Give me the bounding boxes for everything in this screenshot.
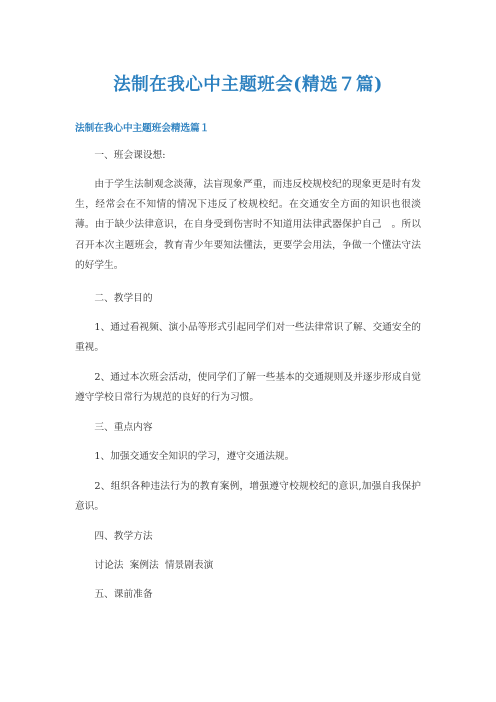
paragraph-text: 1、加强交通安全知识的学习，遵守交通法规。 (94, 451, 295, 462)
paragraph-text: 1、通过看视频、演小品等形式引起同学们对一些法律常识了解、交通安全的重视。 (75, 322, 421, 354)
document-title: 法制在我心中主题班会(精选７篇) (113, 75, 383, 95)
heading-teaching-goals (75, 289, 421, 309)
paragraph-heading: 三、重点内容 (94, 422, 153, 433)
paragraph-background (75, 175, 421, 276)
heading-teaching-methods (75, 527, 421, 547)
paragraph-heading: 一、班会课设想: (94, 150, 166, 161)
paragraph-text: 由于学生法制观念淡薄，法盲现象严重，而违反校规校纪的现象更是时有发生，经常会在不知情的情况下违反了校规校纪。在交通安全方面的知识也很淡薄。由于缺少法律意识，在自身受到伤害时不知道用法律武器保护自己 。所以召开本次主题班会，教育青少年要知法懂法，更要学会用法，争做一个懂法守法的好学生。 (75, 179, 421, 271)
paragraph-goal-2 (75, 368, 421, 408)
paragraph-heading: 五、课前准备 (94, 589, 153, 600)
paragraph-goal-1 (75, 318, 421, 358)
paragraph-text: 2、组织各种违法行为的教育案例，增强遵守校规校纪的意识,加强自我保护意识。 (75, 481, 421, 513)
heading-class-idea (75, 146, 421, 166)
paragraph-key-2 (75, 477, 421, 517)
paragraph-methods (75, 556, 421, 576)
paragraph-key-1 (75, 447, 421, 467)
section-title: 法制在我心中主题班会精选篇１ (75, 123, 210, 134)
paragraph-text: 2、通过本次班会活动，使同学们了解一些基本的交通规则及并逐步形成自觉遵守学校日常行为规范的良好的行为习惯。 (75, 372, 421, 404)
paragraph-heading: 四、教学方法 (94, 531, 153, 542)
heading-preparation (75, 585, 421, 605)
paragraph-text: 讨论法 案例法 情景剧表演 (94, 560, 214, 571)
paragraph-heading: 二、教学目的 (94, 293, 153, 304)
heading-key-content (75, 418, 421, 438)
